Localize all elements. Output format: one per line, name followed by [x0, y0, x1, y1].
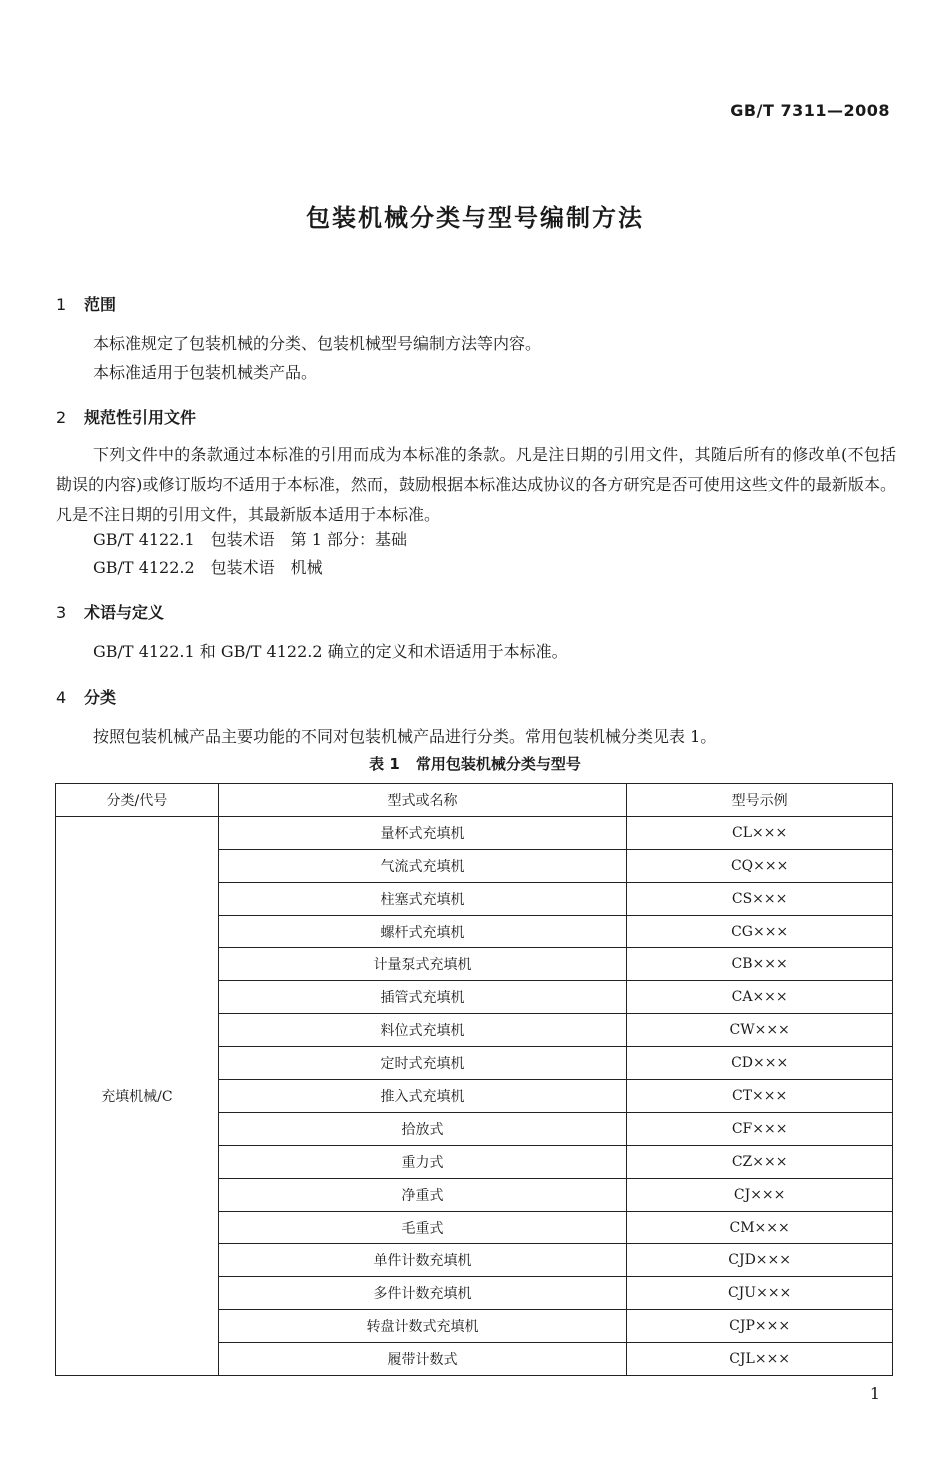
- table-caption-label: 表 1: [369, 755, 400, 773]
- header-name: 型式或名称: [218, 784, 626, 817]
- scope-line-2: 本标准适用于包装机械类产品。: [93, 363, 318, 382]
- reference-item-2: GB/T 4122.2 包装术语 机械: [93, 558, 323, 577]
- model-cell: CJU×××: [627, 1277, 893, 1310]
- table-caption-title: 常用包装机械分类与型号: [415, 755, 581, 773]
- model-cell: CJD×××: [627, 1244, 893, 1277]
- name-cell: 净重式: [218, 1178, 626, 1211]
- table-caption: [0, 753, 950, 774]
- terms-text: GB/T 4122.1 和 GB/T 4122.2 确立的定义和术语适用于本标准。: [93, 642, 568, 661]
- table-row: [56, 816, 893, 849]
- model-cell: CZ×××: [627, 1145, 893, 1178]
- model-cell: CA×××: [627, 981, 893, 1014]
- category-cell: 充填机械/C: [56, 816, 219, 1375]
- model-cell: CM×××: [627, 1211, 893, 1244]
- scope-line-1: 本标准规定了包装机械的分类、包装机械型号编制方法等内容。: [93, 334, 542, 353]
- name-cell: 计量泵式充填机: [218, 948, 626, 981]
- model-cell: CG×××: [627, 915, 893, 948]
- name-cell: 拾放式: [218, 1112, 626, 1145]
- name-cell: 多件计数充填机: [218, 1277, 626, 1310]
- name-cell: 柱塞式充填机: [218, 882, 626, 915]
- model-cell: CW×××: [627, 1014, 893, 1047]
- model-cell: CJ×××: [627, 1178, 893, 1211]
- name-cell: 量杯式充填机: [218, 816, 626, 849]
- name-cell: 气流式充填机: [218, 849, 626, 882]
- model-cell: CD×××: [627, 1047, 893, 1080]
- section-heading-classification: [56, 685, 116, 708]
- model-cell: CF×××: [627, 1112, 893, 1145]
- name-cell: 履带计数式: [218, 1343, 626, 1376]
- section-heading-scope: [56, 292, 116, 315]
- classification-text: 按照包装机械产品主要功能的不同对包装机械产品进行分类。常用包装机械分类见表 1。: [93, 727, 717, 746]
- classification-table: [55, 783, 893, 1376]
- name-cell: 重力式: [218, 1145, 626, 1178]
- name-cell: 螺杆式充填机: [218, 915, 626, 948]
- header-model: 型号示例: [627, 784, 893, 817]
- model-cell: CJL×××: [627, 1343, 893, 1376]
- name-cell: 插管式充填机: [218, 981, 626, 1014]
- section-heading-terms: [56, 600, 164, 623]
- model-cell: CT×××: [627, 1080, 893, 1113]
- page-number: 1: [869, 1384, 880, 1403]
- section-title: 分类: [84, 688, 117, 707]
- section-number: 4: [56, 688, 67, 707]
- header-category: 分类/代号: [56, 784, 219, 817]
- model-cell: CJP×××: [627, 1310, 893, 1343]
- name-cell: 毛重式: [218, 1211, 626, 1244]
- table-header-row: [56, 784, 893, 817]
- section-title: 术语与定义: [84, 603, 165, 622]
- section-heading-references: [56, 405, 196, 428]
- references-intro: 下列文件中的条款通过本标准的引用而成为本标准的条款。凡是注日期的引用文件，其随后所有的修改单(不包括勘误的内容)或修订版均不适用于本标准，然而，鼓励根据本标准达成协议的各方研究是否可使用这些文件的最新版本。凡是不注日期的引用文件，其最新版本适用于本标准。: [56, 445, 896, 524]
- reference-item-1: GB/T 4122.1 包装术语 第 1 部分：基础: [93, 530, 408, 549]
- name-cell: 单件计数充填机: [218, 1244, 626, 1277]
- section-title: 规范性引用文件: [84, 408, 197, 427]
- name-cell: 转盘计数式充填机: [218, 1310, 626, 1343]
- name-cell: 定时式充填机: [218, 1047, 626, 1080]
- section-number: 3: [56, 603, 67, 622]
- model-cell: CL×××: [627, 816, 893, 849]
- model-cell: CB×××: [627, 948, 893, 981]
- name-cell: 推入式充填机: [218, 1080, 626, 1113]
- model-cell: CQ×××: [627, 849, 893, 882]
- section-number: 1: [56, 295, 67, 314]
- section-number: 2: [56, 408, 67, 427]
- name-cell: 料位式充填机: [218, 1014, 626, 1047]
- document-title: 包装机械分类与型号编制方法: [306, 204, 644, 232]
- section-title: 范围: [84, 295, 117, 314]
- model-cell: CS×××: [627, 882, 893, 915]
- standard-number: GB/T 7311—2008: [730, 101, 890, 120]
